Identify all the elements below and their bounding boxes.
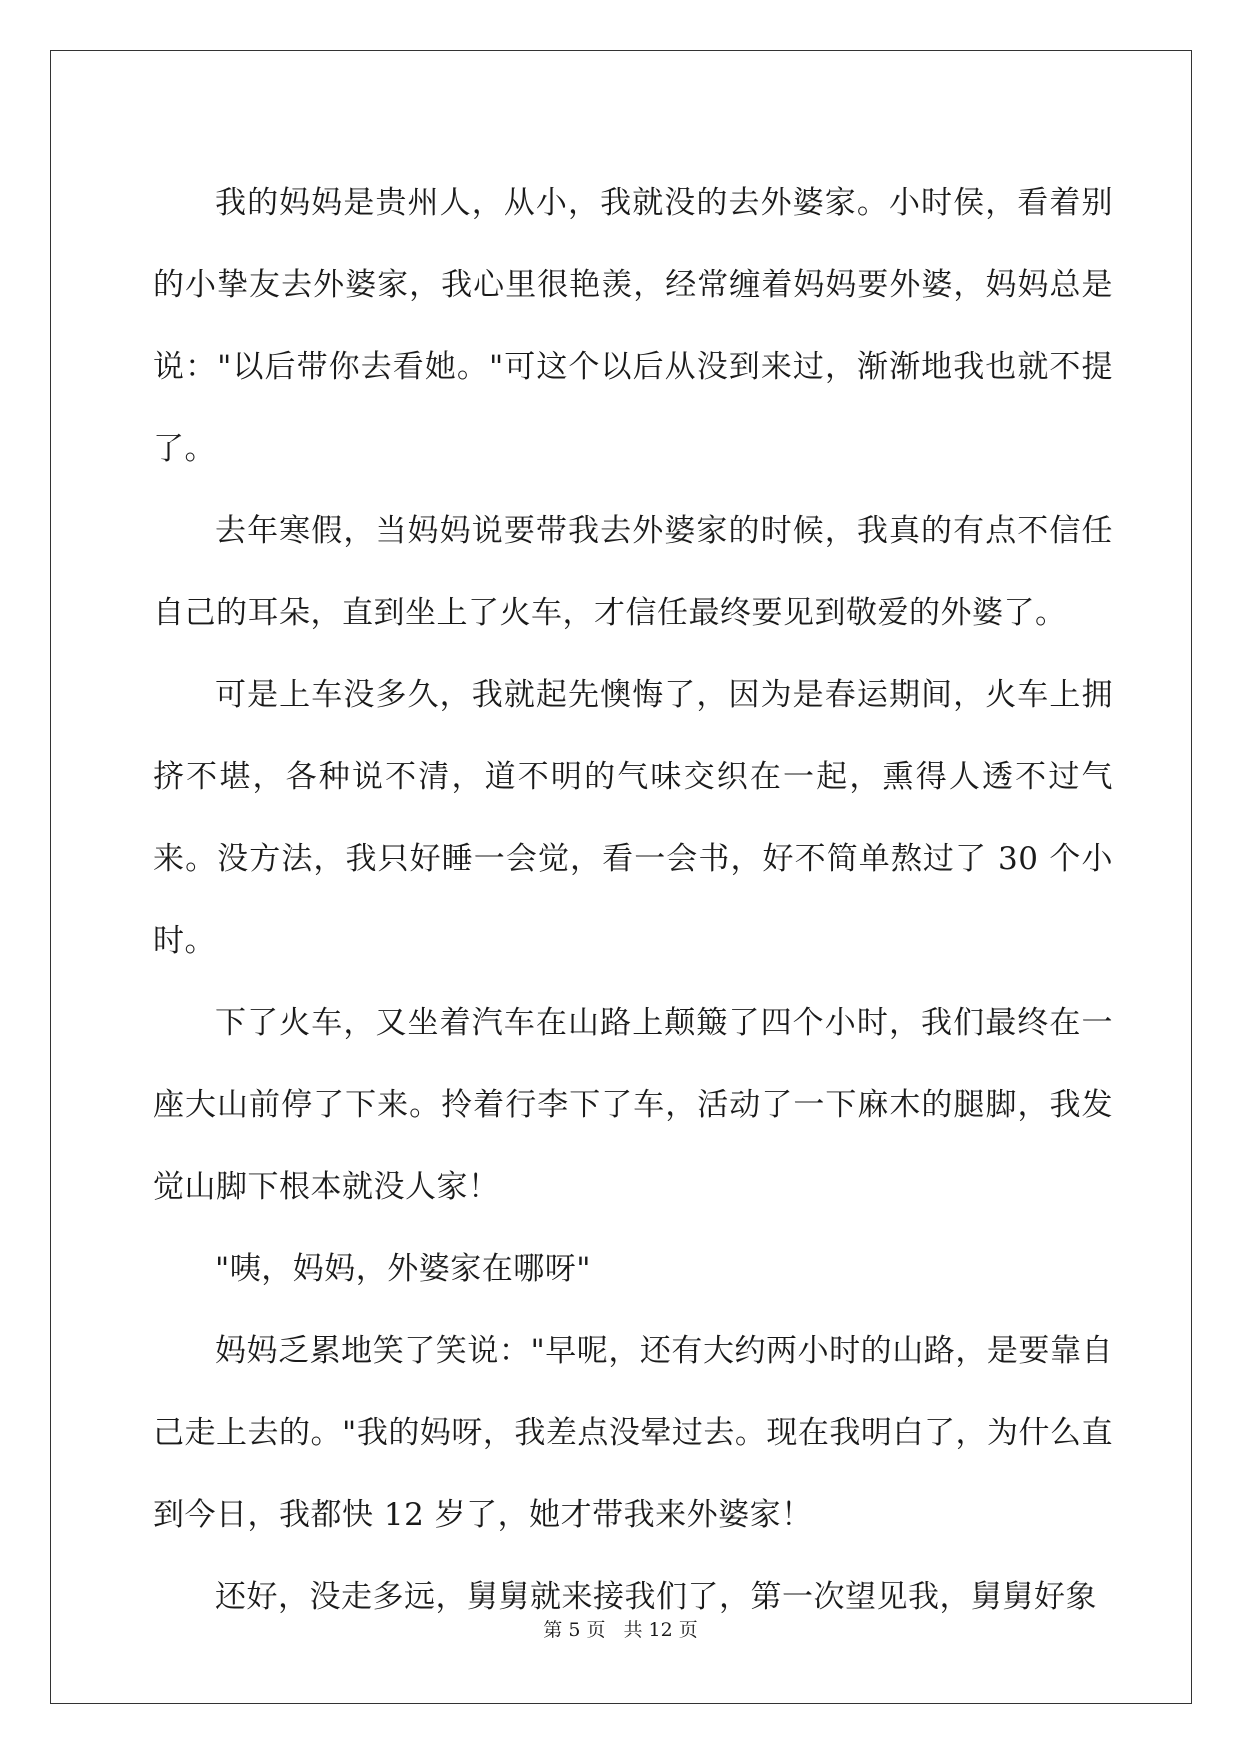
paragraph: 可是上车没多久，我就起先懊悔了，因为是春运期间，火车上拥挤不堪，各种说不清，道不明的气味交织在一起，熏得人透不过气来。没方法，我只好睡一会觉，看一会书，好不简单熬过了 30 个小时。 [153,677,1113,959]
paragraph: 妈妈乏累地笑了笑说："早呢，还有大约两小时的山路，是要靠自己走上去的。"我的妈呀，我差点没晕过去。现在我明白了，为什么直到今日，我都快 12 岁了，她才带我来外婆家！ [153,1333,1113,1533]
paragraph: 下了火车，又坐着汽车在山路上颠簸了四个小时，我们最终在一座大山前停了下来。拎着行李下了车，活动了一下麻木的腿脚，我发觉山脚下根本就没人家！ [153,1005,1113,1205]
paragraph: 我的妈妈是贵州人，从小，我就没的去外婆家。小时侯，看着别的小挚友去外婆家，我心里很艳羡，经常缠着妈妈要外婆，妈妈总是说："以后带你去看她。"可这个以后从没到来过，渐渐地我也就不提了。 [153,185,1113,467]
page-footer [0,1615,1241,1642]
page-number-current: 第 5 页 [543,1619,606,1641]
paragraph: "咦，妈妈，外婆家在哪呀" [215,1251,592,1287]
paragraph: 还好，没走多远，舅舅就来接我们了，第一次望见我，舅舅好象 [215,1579,1097,1615]
paragraph: 去年寒假，当妈妈说要带我去外婆家的时候，我真的有点不信任自己的耳朵，直到坐上了火车，才信任最终要见到敬爱的外婆了。 [153,513,1113,631]
page-number-total: 共 12 页 [623,1619,698,1641]
document-body [153,162,1113,1638]
